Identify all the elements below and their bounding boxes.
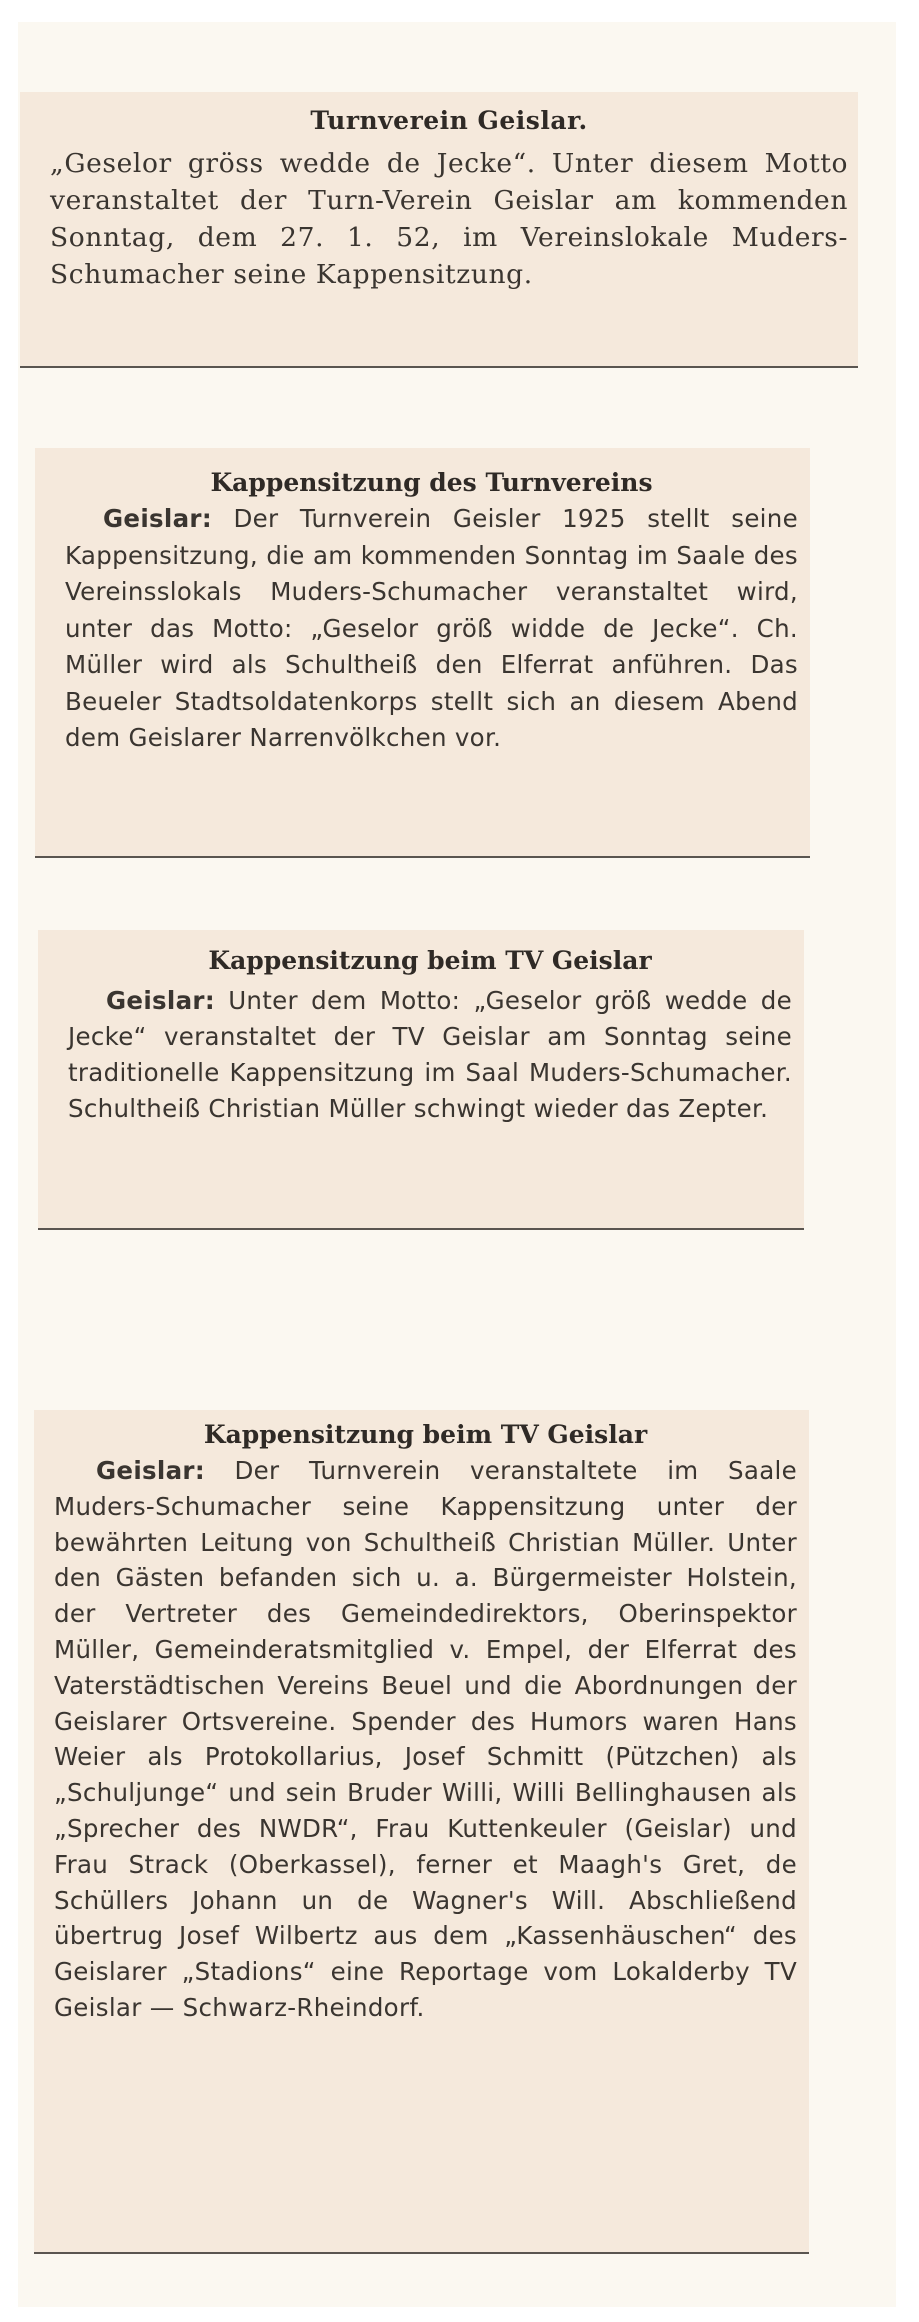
clipping-body <box>68 983 792 1127</box>
divider-line <box>35 856 810 858</box>
divider-line <box>34 2252 809 2254</box>
clipping-lead: Geislar: <box>106 986 215 1015</box>
clipping-text: Der Turnverein veranstaltete im Saale Muders-Schumacher seine Kappensitzung unter der bewährten Leitung von Schultheiß Christian Müller. Unter den Gästen befanden sich u. a. Bürgermeister Holstein, der Vertreter des Gemeindedirektors, Oberinspektor Müller, Gemeinderatsmitglied v. Empel, der Elferrat des Vaterstädtischen Vereins Beuel und die Abordnungen der Geislarer Ortsvereine. Spender des Humors waren Hans Weier als Protokollarius, Josef Schmitt (Pützchen) als „Schuljunge“ und sein Bruder Willi, Willi Bellinghausen als „Sprecher des NWDR“, Frau Kuttenkeuler (Geislar) und Frau Strack (Oberkassel), ferner et Maagh's Gret, de Schüllers Johann un de Wagner's Will. Abschließend übertrug Josef Wilbertz aus dem „Kassenhäuschen“ des Geislarer „Stadions“ eine Reportage vom Lokalderby TV Geislar — Schwarz-Rheindorf. <box>54 1456 797 2022</box>
clipping-body <box>54 1453 797 2026</box>
newspaper-clipping-1 <box>20 92 858 368</box>
clipping-headline: Kappensitzung beim TV Geislar <box>203 1420 648 1449</box>
clipping-headline: Kappensitzung des Turnvereins <box>210 468 653 497</box>
clipping-text: Der Turnverein Geisler 1925 stellt seine Kappensitzung, die am kommenden Sonntag im Saale des Vereinsslokals Muders-Schumacher veranstaltet wird, unter das Motto: „Geselor größ widde de Jecke“. Ch. Müller wird als Schultheiß den Elferrat anführen. Das Beueler Stadtsoldatenkorps stellt sich an diesem Abend dem Geislarer Narrenvölkchen vor. <box>65 504 798 752</box>
clipping-body <box>65 501 798 757</box>
newspaper-clipping-2 <box>35 448 810 858</box>
newspaper-clipping-4 <box>34 1410 809 2254</box>
clipping-text: Unter dem Motto: „Geselor größ wedde de Jecke“ veranstaltet der TV Geislar am Sonntag seine traditionelle Kappensitzung im Saal Muders-Schumacher. Schultheiß Christian Müller schwingt wieder das Zepter. <box>68 986 792 1123</box>
clipping-headline: Kappensitzung beim TV Geislar <box>208 946 652 975</box>
clipping-headline: Turnverein Geislar. <box>310 106 588 135</box>
newspaper-clipping-3 <box>38 930 804 1230</box>
clipping-lead: Geislar: <box>96 1456 205 1485</box>
clipping-lead: Geislar: <box>103 504 212 533</box>
divider-line <box>38 1228 804 1230</box>
divider-line <box>20 366 858 368</box>
clipping-text: „Geselor gröss wedde de Jecke“. Unter diesem Motto veranstaltet der Turn-Verein Geislar am kommenden Sonntag, dem 27. 1. 52, im Vereinslokale Muders-Schumacher seine Kappensitzung. <box>50 148 848 290</box>
clipping-body <box>50 145 848 293</box>
